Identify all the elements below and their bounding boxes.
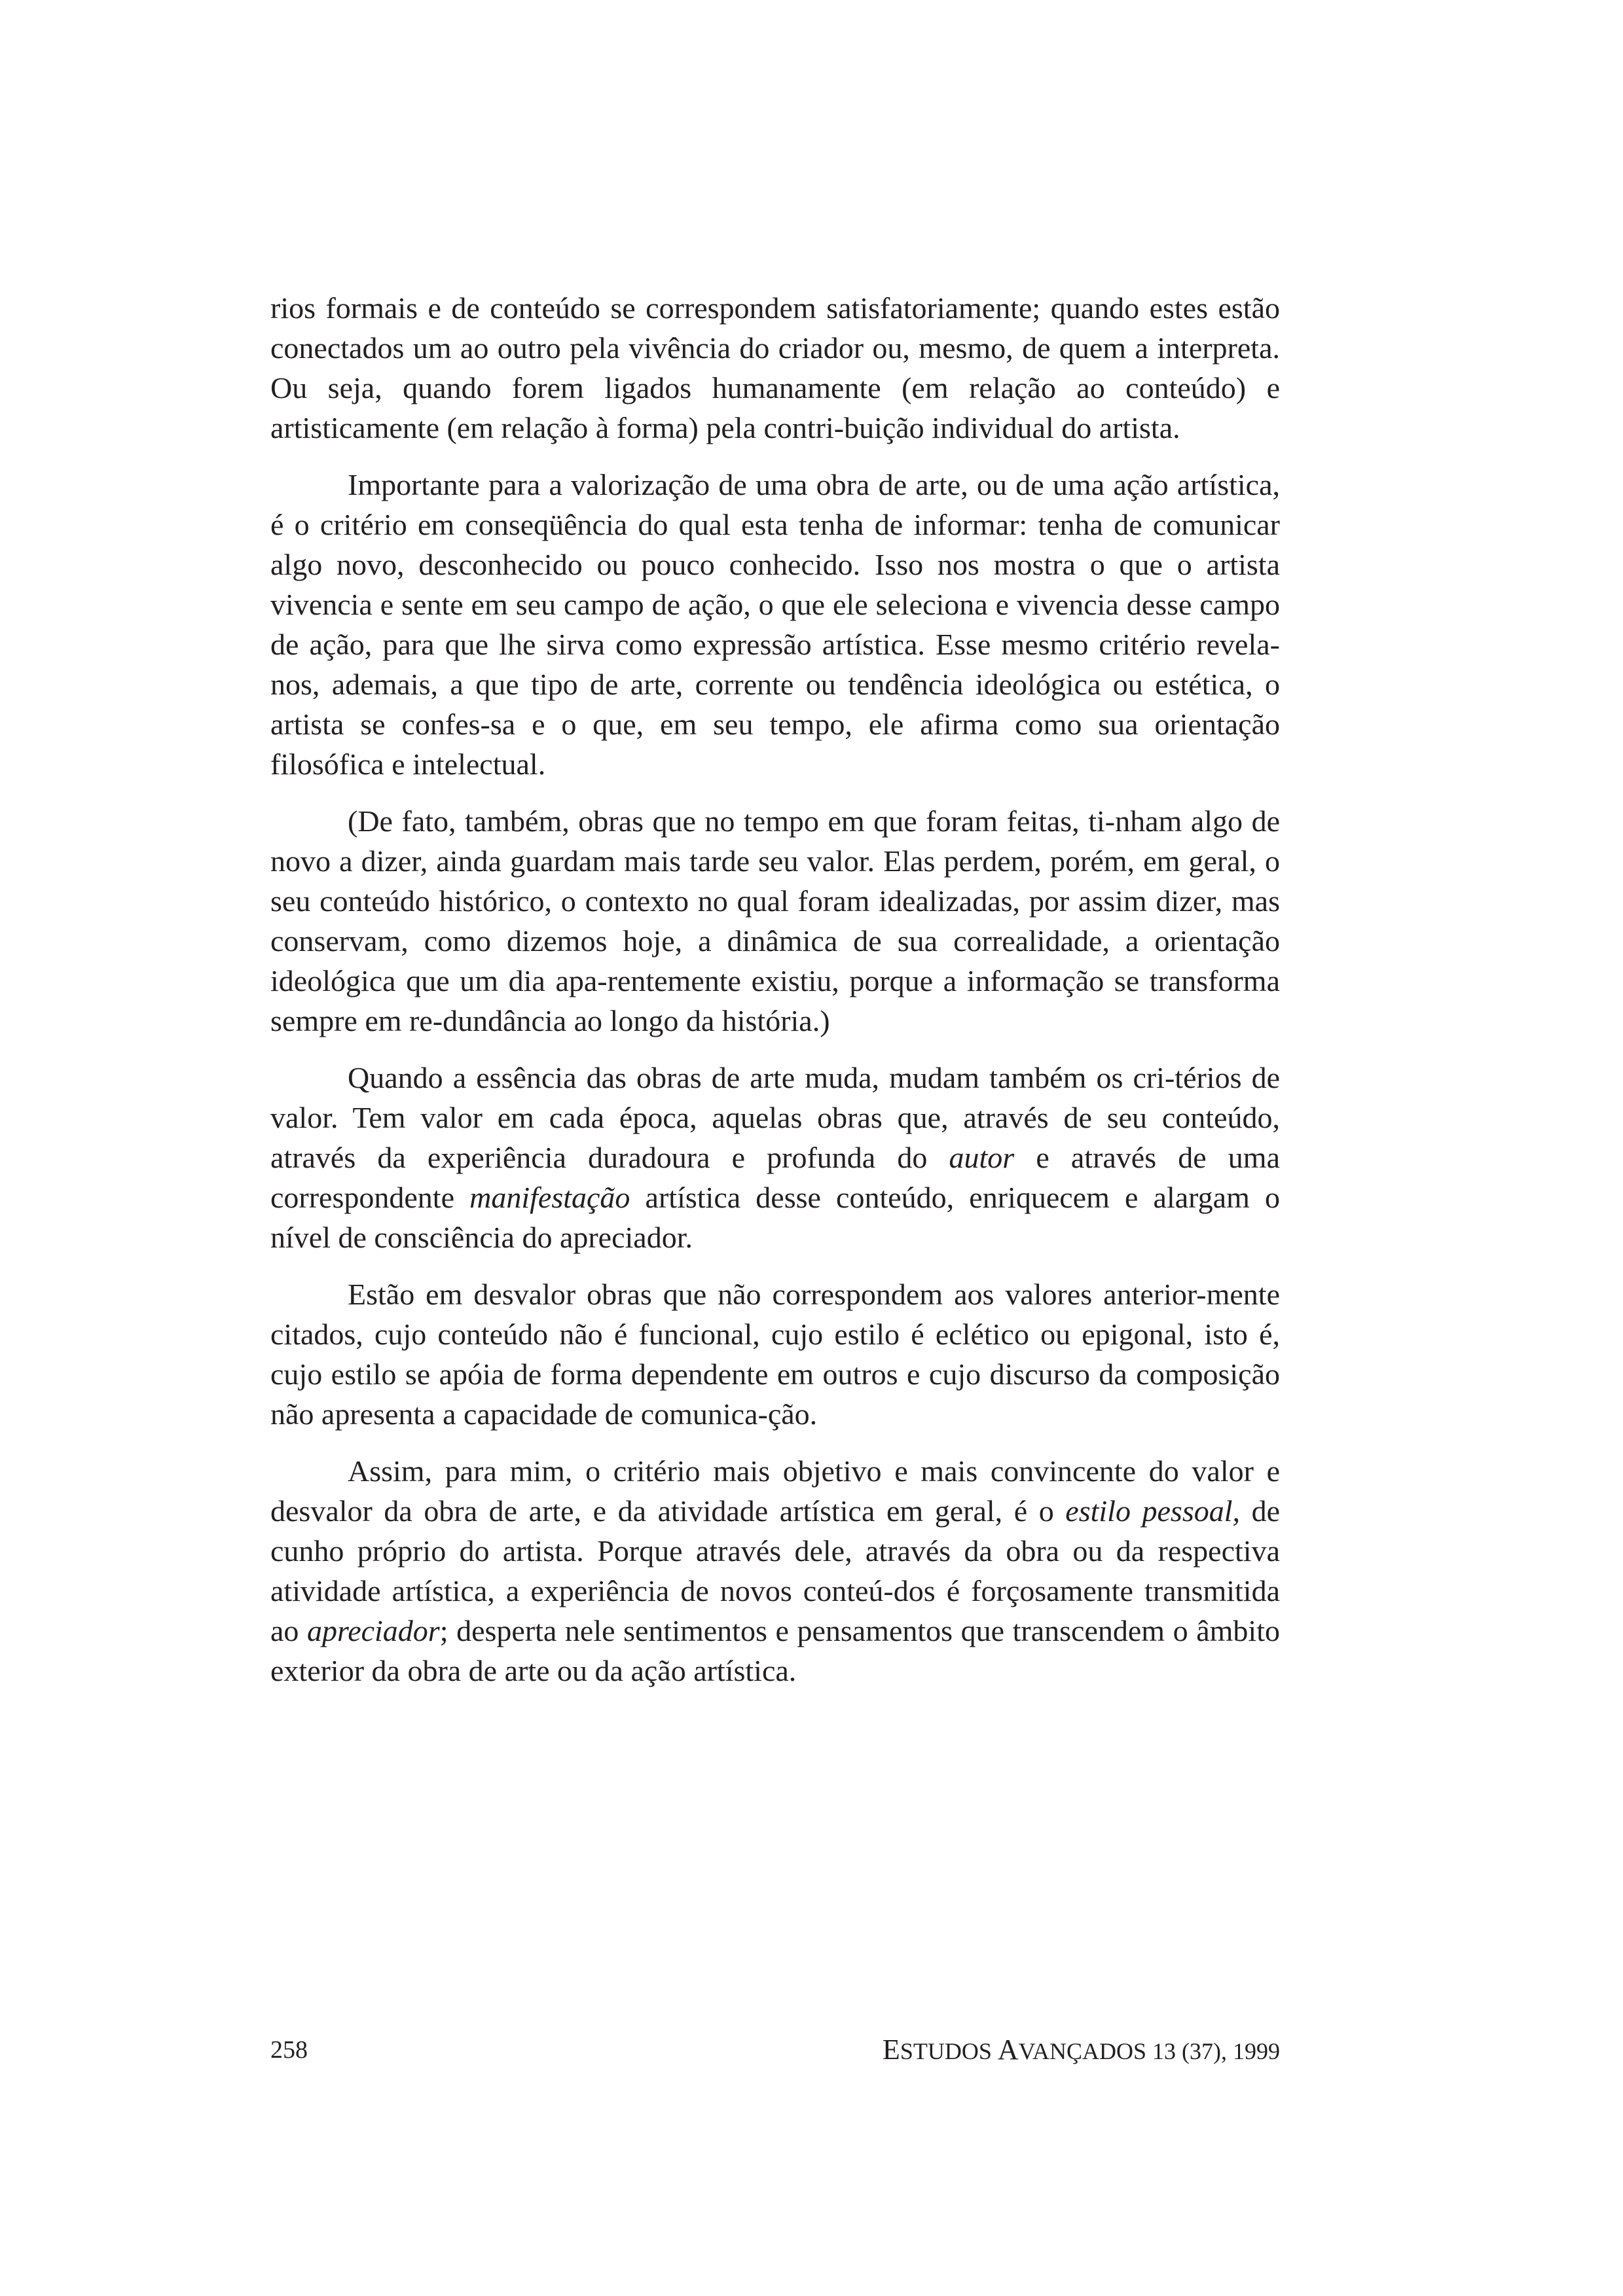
page-footer [270,2030,1280,2070]
paragraph [270,1451,1280,1691]
journal-issue: 13 (37), 1999 [1152,2038,1280,2064]
paragraph-text: ; desperta nele sentimentos e pensamentos que transcendem o âmbito exterior da obra de arte ou da ação artística. [270,1614,1280,1687]
paragraph-text: artística desse conteúdo, enriquecem e alargam o nível de consciência do apreciador. [270,1181,1280,1254]
journal-name: ESTUDOS AVANÇADOS [882,2034,1147,2066]
paragraph-text: Importante para a valorização de uma obra de arte, ou de uma ação artística, é o critério em conseqüência do qual esta tenha de informar: tenha de comunicar algo novo, desconhecido ou pouco conhecido. Isso nos mostra o que o artista vivencia e sente em seu campo de ação, o que ele seleciona e vivencia desse campo de ação, para que lhe sirva como expressão artística. Esse mesmo critério revela-nos, ademais, a que tipo de arte, corrente ou tendência ideológica ou estética, o artista se confes-sa e o que, em seu tempo, ele afirma como sua orientação filosófica e intelectual. [270,468,1280,781]
paragraph [270,1274,1280,1434]
paragraph [270,465,1280,784]
body-text [270,288,1280,1708]
journal-reference [883,2030,1280,2071]
emphasis-text: autor [949,1141,1015,1174]
paragraph-text: Quando a essência das obras de arte muda, mudam também os cri-térios de valor. Tem valor em cada época, aquelas obras que, através de seu conteúdo, através da experiência duradoura e profunda do [270,1061,1280,1174]
paragraph-text: de cunho próprio do artista. Porque através dele, através da obra ou da respectiva atividade artística, a experiência de novos conteú-dos é forçosamente transmitida ao [270,1494,1280,1647]
emphasis-text: apreciador [307,1614,440,1647]
emphasis-text: estilo pessoal, [1065,1494,1241,1528]
paragraph [270,1058,1280,1257]
paragraph-text: Estão em desvalor obras que não correspondem aos valores anterior-mente citados, cujo conteúdo não é funcional, cujo estilo é eclético ou epigonal, isto é, cujo estilo se apóia de forma dependente em outros e cujo discurso da composição não apresenta a capacidade de comunica-ção. [270,1278,1280,1431]
paragraph [270,801,1280,1041]
page-number: 258 [270,2036,308,2064]
paragraph-text: rios formais e de conteúdo se correspondem satisfatoriamente; quando estes estão conectados um ao outro pela vivência do criador ou, mesmo, de quem a interpreta. Ou seja, quando forem ligados humanamente (em relação ao conteúdo) e artisticamente (em relação à forma) pela contri-buição individual do artista. [270,291,1280,444]
emphasis-text: manifestação [469,1181,630,1214]
paragraph-text: (De fato, também, obras que no tempo em que foram feitas, ti-nham algo de novo a dizer, ainda guardam mais tarde seu valor. Elas perdem, porém, em geral, o seu conteúdo histórico, o contexto no qual foram idealizadas, por assim dizer, mas conservam, como dizemos hoje, a dinâmica de sua correalidade, a orientação ideológica que um dia apa-rentemente existiu, porque a informação se transforma sempre em re-dundância ao longo da história.) [270,804,1280,1037]
paragraph [270,288,1280,448]
paragraph-text: e através de uma correspondente [270,1141,1280,1214]
paragraph-text: Assim, para mim, o critério mais objetivo e mais convincente do valor e desvalor da obra de arte, e da atividade artística em geral, é o [270,1454,1280,1528]
